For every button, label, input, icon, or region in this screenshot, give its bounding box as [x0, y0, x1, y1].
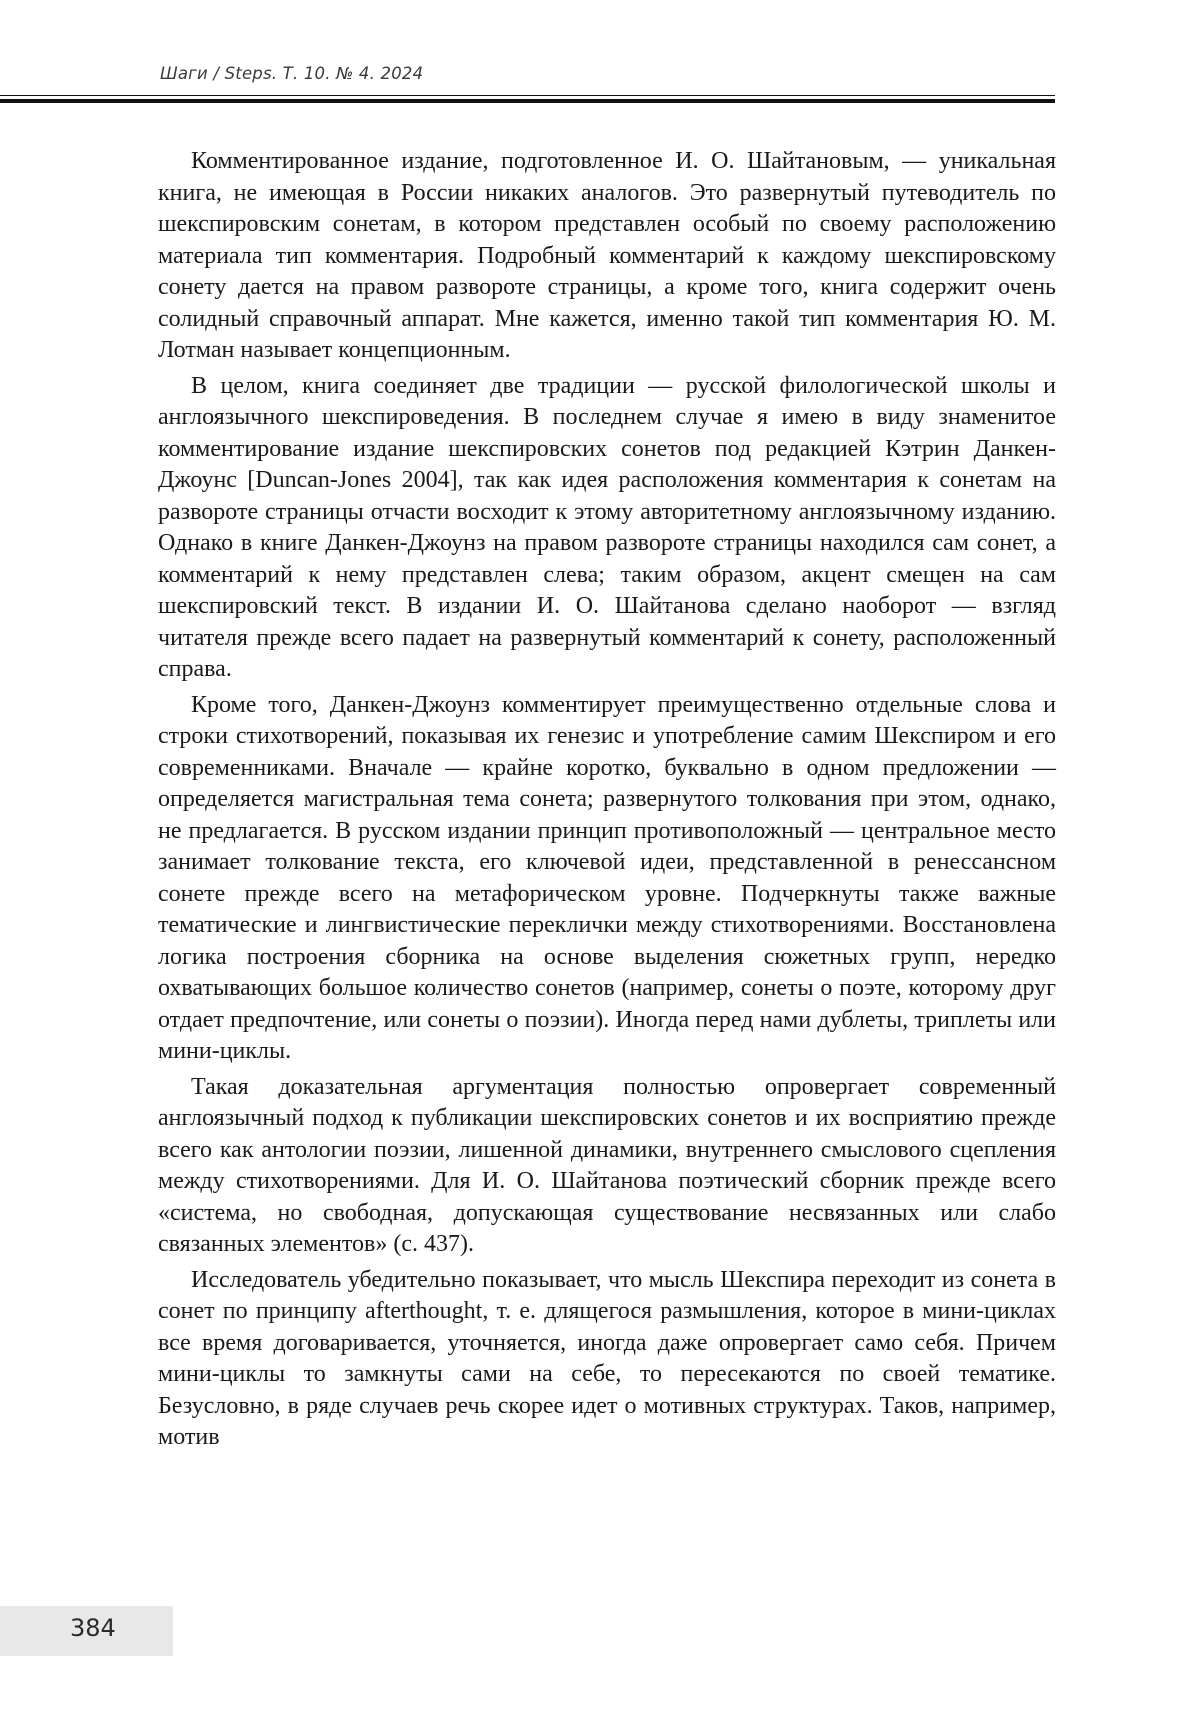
- header-rule-thick: [0, 99, 1055, 103]
- article-body: [158, 146, 1056, 1454]
- page-number: 384: [70, 1614, 116, 1642]
- header-rule-thin: [0, 95, 1055, 96]
- paragraph: Кроме того, Данкен-Джоунз комментирует преимущественно отдельные слова и строки стихотворений, показывая их генезис и употребление самим Шекспиром и его современниками. Вначале — крайне коротко, буквально в одном предложении — определяется магистральная тема сонета; развернутого толкования при этом, однако, не предлагается. В русском издании принцип противоположный — центральное место занимает толкование текста, его ключевой идеи, представленной в ренессансном сонете прежде всего на метафорическом уровне. Подчеркнуты также важные тематические и лингвистические переклички между стихотворениями. Восстановлена логика построения сборника на основе выделения сюжетных групп, нередко охватывающих большое количество сонетов (например, сонеты о поэте, которому друг отдает предпочтение, или сонеты о поэзии). Иногда перед нами дублеты, триплеты или мини-циклы.: [158, 690, 1056, 1068]
- paragraph: Исследователь убедительно показывает, что мысль Шекспира переходит из сонета в сонет по принципу afterthought, т. е. длящегося размышления, которое в мини-циклах все время договаривается, уточняется, иногда даже опровергает само себя. Причем мини-циклы то замкнуты сами на себе, то пересекаются по своей тематике. Безусловно, в ряде случаев речь скорее идет о мотивных структурах. Таков, например, мотив: [158, 1265, 1056, 1454]
- paragraph: В целом, книга соединяет две традиции — русской филологической школы и англоязычного шекспироведения. В последнем случае я имею в виду знаменитое комментирование издание шекспировских сонетов под редакцией Кэтрин Данкен-Джоунс [Duncan-Jones 2004], так как идея расположения комментария к сонетам на развороте страницы отчасти восходит к этому авторитетному англоязычному изданию. Однако в книге Данкен-Джоунз на правом развороте страницы находился сам сонет, а комментарий к нему представлен слева; таким образом, акцент смещен на сам шекспировский текст. В издании И. О. Шайтанова сделано наоборот — взгляд читателя прежде всего падает на развернутый комментарий к сонету, расположенный справа.: [158, 371, 1056, 686]
- paragraph: Такая доказательная аргументация полностью опровергает современный англоязычный подход к публикации шекспировских сонетов и их восприятию прежде всего как антологии поэзии, лишенной динамики, внутреннего смыслового сцепления между стихотворениями. Для И. О. Шайтанова поэтический сборник прежде всего «система, но свободная, допускающая существование несвязанных или слабо связанных элементов» (с. 437).: [158, 1072, 1056, 1261]
- running-head: Шаги / Steps. Т. 10. № 4. 2024: [160, 64, 423, 83]
- journal-page: [0, 0, 1200, 1710]
- paragraph: Комментированное издание, подготовленное И. О. Шайтановым, — уникальная книга, не имеющая в России никаких аналогов. Это развернутый путеводитель по шекспировским сонетам, в котором представлен особый по своему расположению материала тип комментария. Подробный комментарий к каждому шекспировскому сонету дается на правом развороте страницы, а кроме того, книга содержит очень солидный справочный аппарат. Мне кажется, именно такой тип комментария Ю. М. Лотман называет концепционным.: [158, 146, 1056, 367]
